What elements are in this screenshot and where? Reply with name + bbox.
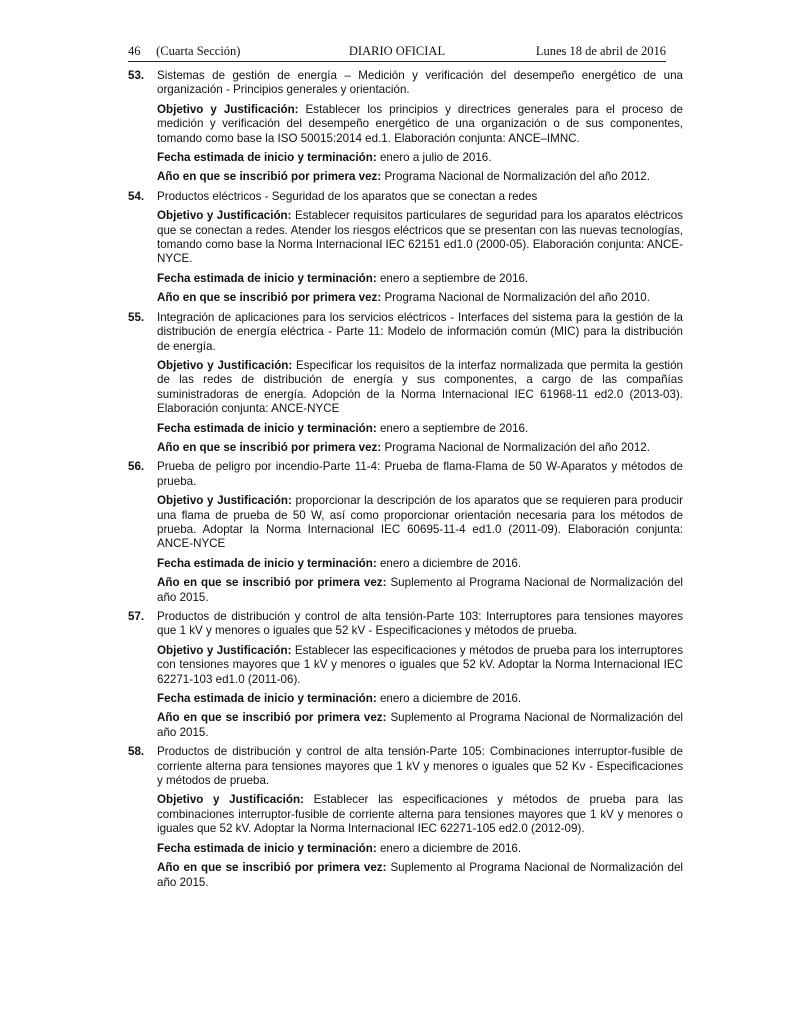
item-year: [157, 441, 683, 455]
list-item: [128, 610, 683, 740]
objective-text: Establecer las especificaciones y métodos de prueba para los interruptores con tensiones mayores que 1 kV y menores o iguales que 52 kV. Adoptar la Norma Internacional IEC 62271-103 ed1.0 (2011-06).: [157, 643, 683, 686]
dates-label: Fecha estimada de inicio y terminación:: [157, 271, 377, 285]
item-year: [157, 291, 683, 305]
dates-text: enero a diciembre de 2016.: [379, 841, 522, 855]
year-label: Año en que se inscribió por primera vez:: [157, 711, 387, 725]
objective-label: Objetivo y Justificación:: [157, 494, 292, 508]
list-item: [128, 190, 683, 306]
dates-label: Fecha estimada de inicio y terminación:: [157, 421, 377, 435]
year-label: Año en que se inscribió por primera vez:: [157, 440, 382, 454]
year-label: Año en que se inscribió por primera vez:: [157, 291, 382, 305]
item-number: 55.: [128, 310, 145, 324]
item-dates: [157, 557, 683, 571]
year-label: Año en que se inscribió por primera vez:: [157, 170, 382, 184]
page-header: [128, 44, 666, 62]
year-text: Suplemento al Programa Nacional de Normalización del año 2015.: [157, 576, 683, 604]
item-number: 54.: [128, 189, 145, 203]
item-number: 53.: [128, 69, 145, 82]
dates-text: enero a septiembre de 2016.: [379, 421, 529, 435]
item-dates: [157, 422, 683, 436]
objective-text: Establecer los principios y directrices generales para el proceso de medición y verificación del desempeño energético de una organización o de sus componentes, tomando como base la ISO 50015:2014 ed.1. Elaboración conjunta: ANCE–IMNC.: [157, 102, 683, 145]
year-text: Suplemento al Programa Nacional de Normalización del año 2015.: [157, 861, 683, 889]
page-number-section: 46 (Cuarta Sección): [128, 44, 241, 58]
item-dates: [157, 692, 683, 706]
item-year: [157, 711, 683, 740]
objective-label: Objetivo y Justificación:: [157, 793, 304, 807]
list-item: [128, 460, 683, 605]
objective-label: Objetivo y Justificación:: [157, 358, 293, 372]
item-objective: [157, 359, 683, 417]
dates-text: enero a diciembre de 2016.: [379, 692, 522, 706]
item-title: Productos de distribución y control de alta tensión-Parte 105: Combinaciones interruptor-fusible de corriente alterna para tensiones mayores que 1 kV y menores o iguales que 52 Kv - Especificaciones y métodos de prueba.: [157, 745, 683, 788]
objective-text: proporcionar la descripción de los aparatos que se requieren para producir una flama de prueba de 50 W, así como proporcionar orientación necesaria para los métodos de prueba. Adoptar la Norma Internacional IEC 60695-11-4 ed1.0 (2011-09). Elaboración conjunta: ANCE-NYCE: [157, 494, 683, 551]
item-year: [157, 861, 683, 890]
dates-label: Fecha estimada de inicio y terminación:: [157, 692, 377, 706]
year-label: Año en que se inscribió por primera vez:: [157, 861, 387, 875]
item-objective: [157, 793, 683, 836]
objective-text: Especificar los requisitos de la interfaz normalizada que permita la gestión de las redes de distribución de energía y sus componentes, a cargo de las compañías suministradoras de energía. Adopción de la Norma Internacional IEC 61968-11 ed2.0 (2013-03). Elaboración conjunta: ANCE-NYCE: [157, 358, 683, 416]
dates-label: Fecha estimada de inicio y terminación:: [157, 841, 377, 855]
item-dates: [157, 842, 683, 856]
item-number: 56.: [128, 460, 145, 474]
item-objective: [157, 103, 683, 146]
item-year: [157, 170, 683, 184]
item-number: 58.: [128, 745, 145, 759]
dates-label: Fecha estimada de inicio y terminación:: [157, 556, 377, 570]
list-item: [128, 745, 683, 890]
item-objective: [157, 644, 683, 687]
dates-text: enero a diciembre de 2016.: [379, 556, 522, 570]
year-text: Programa Nacional de Normalización del año 2012.: [384, 440, 650, 454]
dates-text: enero a julio de 2016.: [379, 151, 492, 165]
objective-text: Establecer requisitos particulares de seguridad para los aparatos eléctricos que se conectan a redes. Atender los riesgos eléctricos que se presentan con las nuevas tecnologías, tomando como base la Norma Internacional IEC 62151 ed1.0 (2000-05). Elaboración conjunta: ANCE-NYCE.: [157, 209, 683, 266]
objective-label: Objetivo y Justificación:: [157, 102, 299, 116]
objective-label: Objetivo y Justificación:: [157, 643, 292, 657]
item-title: Prueba de peligro por incendio-Parte 11-4: Prueba de flama-Flama de 50 W-Aparatos y métodos de prueba.: [157, 460, 683, 488]
item-number: 57.: [128, 610, 145, 623]
year-text: Programa Nacional de Normalización del año 2010.: [384, 291, 650, 305]
year-text: Programa Nacional de Normalización del año 2012.: [384, 170, 650, 184]
item-title: Integración de aplicaciones para los servicios eléctricos - Interfaces del sistema para la gestión de la distribución de energía eléctrica - Parte 11: Modelo de información común (MIC) para la distribución de energía.: [157, 310, 683, 353]
item-dates: [157, 272, 683, 286]
year-label: Año en que se inscribió por primera vez:: [157, 576, 387, 590]
item-title: Productos eléctricos - Seguridad de los aparatos que se conectan a redes: [157, 189, 538, 203]
item-objective: [157, 494, 683, 552]
objective-label: Objetivo y Justificación:: [157, 209, 292, 223]
item-year: [157, 576, 683, 605]
item-title: Sistemas de gestión de energía – Medición y verificación del desempeño energético de una organización - Principios generales y orientación.: [157, 69, 683, 97]
item-dates: [157, 151, 683, 165]
item-title: Productos de distribución y control de alta tensión-Parte 103: Interruptores para tensiones mayores que 1 kV y menores o iguales que 52 kV - Especificaciones y métodos de prueba.: [157, 610, 683, 638]
publication-date: Lunes 18 de abril de 2016: [535, 44, 666, 58]
header-rule: [128, 61, 666, 62]
item-objective: [157, 209, 683, 267]
list-item: [128, 69, 683, 185]
objective-text: Establecer las especificaciones y métodos de prueba para las combinaciones interruptor-fusible de corriente alterna para tensiones mayores que 1 kV y menores o iguales que 52 kV. Adoptar la Norma Internacional IEC 62271-105 ed2.0 (2012-09).: [157, 793, 683, 836]
document-body: [128, 69, 683, 895]
list-item: [128, 311, 683, 456]
dates-text: enero a septiembre de 2016.: [379, 271, 529, 285]
dates-label: Fecha estimada de inicio y terminación:: [157, 151, 377, 165]
publication-title: DIARIO OFICIAL: [348, 44, 446, 58]
year-text: Suplemento al Programa Nacional de Normalización del año 2015.: [157, 711, 683, 739]
